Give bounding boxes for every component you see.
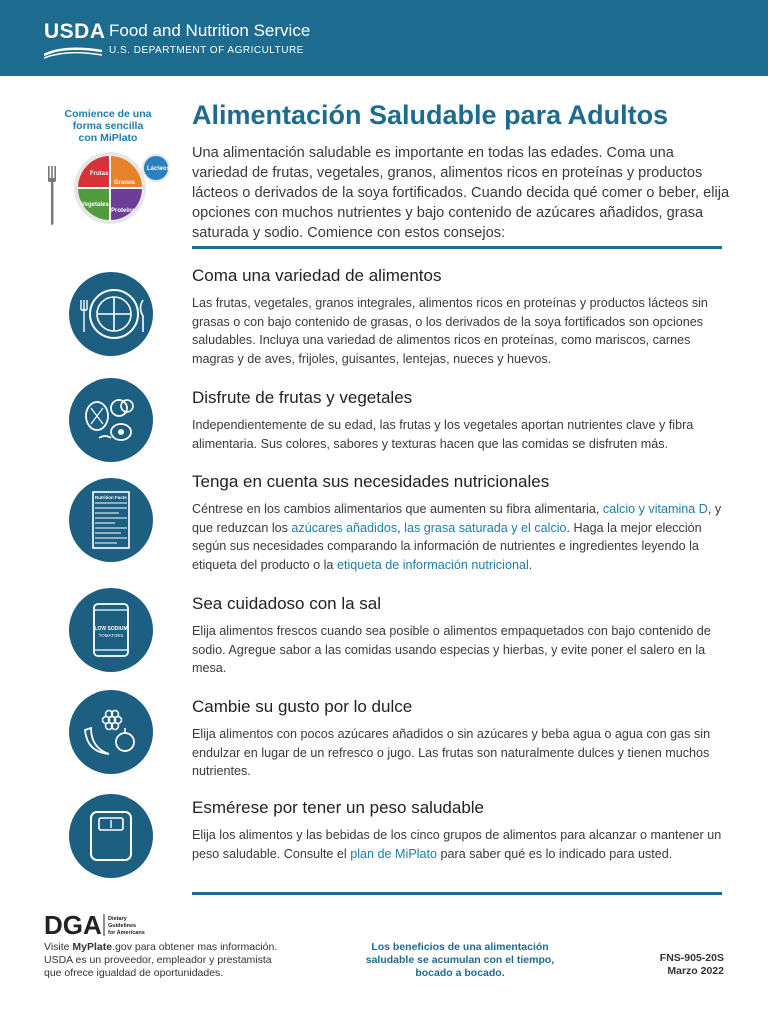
document-code: FNS-905-20S: [659, 952, 724, 964]
myplate-proteina: Proteína: [111, 208, 136, 214]
section-heading: Tenga en cuenta sus necesidades nutricionales: [192, 472, 550, 491]
link-grasa-saturada[interactable]: las grasa saturada y el calcio: [404, 520, 567, 535]
dga-line2: Guidelines: [108, 923, 137, 929]
plate-utensils-icon: [69, 272, 153, 356]
tagline-line3: bocado a bocado.: [415, 967, 505, 979]
divider-bottom: [192, 892, 722, 895]
can-label-1: LOW SODIUM: [94, 626, 128, 632]
myplate-caption-line1: Comience de una: [64, 108, 152, 120]
dga-logo: [44, 910, 164, 938]
myplate-granos: Granos: [114, 180, 136, 186]
section-body: Las frutas, vegetales, granos integrales, alimentos ricos en proteínas y productos lácteos sin grasas o con bajo contenido de grasas, o los derivados de la soya fortificados son opciones saludables. Incluya una variedad de alimentos ricos en proteínas, como mariscos, carnes magras y de aves, frijoles, guisantes, lentejas, nueces y huevos.: [192, 296, 708, 366]
divider-top: [192, 246, 722, 249]
section-dulce: [192, 697, 732, 781]
myplate-caption-line2: forma sencilla: [72, 120, 144, 132]
section-frutas-vegetales: [192, 388, 732, 453]
dga-line1: Dietary: [108, 916, 127, 922]
dga-logo-text: DGA: [44, 910, 102, 938]
section-heading: Cambie su gusto por lo dulce: [192, 697, 413, 716]
section-body: Elija alimentos con pocos azúcares añadidos o sin azúcares y beba agua o agua con gas sin endulzar en lugar de un refresco o jugo. Las frutas son naturalmente dulces y tienen muchos nutrientes.: [192, 727, 711, 778]
section-sal: [192, 594, 732, 678]
tagline-line2: saludable se acumulan con el tiempo,: [365, 954, 555, 966]
low-sodium-can-icon: [69, 588, 153, 672]
link-calcio-vitamina-d[interactable]: calcio y vitamina D: [602, 502, 708, 516]
myplate-caption: [52, 108, 164, 144]
section-body: Elija alimentos frescos cuando sea posible o alimentos empaquetados con bajo contenido de sodio. Agregue sabor a las comidas usando especias y hierbas, y evite poner el salero en la mesa.: [192, 624, 711, 675]
footer-tagline: [330, 941, 590, 980]
can-label-2: TOMATOES: [98, 633, 124, 638]
dga-line3: for Americans: [108, 930, 145, 936]
sweet-fruits-icon: [69, 690, 153, 774]
myplate-frutas: Frutas: [90, 171, 109, 177]
link-plan-miplato[interactable]: plan de MiPlato: [350, 846, 438, 861]
section-body: Independientemente de su edad, las frutas y los vegetales aportan nutrientes clave y fibra alimentaria. Sus colores, sabores y texturas hacen que las comidas se disfruten más.: [192, 418, 694, 451]
footer-line3: que ofrece igualdad de oportunidades.: [44, 967, 224, 979]
footer-visit: Visite MyPlate.gov para obtener mas información.: [44, 941, 278, 953]
tagline-line1: Los beneficios de una alimentación: [371, 941, 549, 953]
section-variedad: [192, 266, 732, 368]
myplate-icon: [44, 148, 178, 234]
agency-name: Food and Nutrition Service: [109, 21, 311, 40]
page-title: Alimentación Saludable para Adultos: [192, 100, 669, 130]
section-body: Céntrese en los cambios alimentarios que aumenten su fibra alimentaria, calcio y vitamina D, y que reduzcan los azúcares añadidos, las grasa saturada y el calcio. Haga la mejor elección según sus necesidades comparando la información de nutrientes e ingredientes leyendo la etiqueta del producto o la etiqueta de información nutricional.: [192, 502, 722, 572]
document-date: Marzo 2022: [667, 965, 724, 977]
nutrition-facts-label: Nutrition Facts: [95, 495, 127, 500]
section-body: Elija los alimentos y las bebidas de los cinco grupos de alimentos para alcanzar o mantener un peso saludable. Consulte el plan de MiPlato para saber qué es lo indicado para usted.: [192, 828, 722, 861]
section-heading: Sea cuidadoso con la sal: [192, 594, 382, 613]
footer-code: [612, 952, 724, 978]
header-banner: [0, 0, 768, 76]
section-peso: [192, 798, 732, 863]
section-heading: Coma una variedad de alimentos: [192, 266, 442, 285]
myplate-lacteos: Lácteos: [147, 166, 170, 172]
footer-info: [44, 941, 304, 980]
link-etiqueta-nutricional[interactable]: etiqueta de información nutricional: [336, 557, 529, 572]
section-heading: Disfrute de frutas y vegetales: [192, 388, 413, 407]
usda-swoosh-icon: [44, 45, 102, 59]
scale-icon: [69, 794, 153, 878]
fruits-vegetables-icon: [69, 378, 153, 462]
link-azucares-anadidos[interactable]: azúcares añadidos: [291, 520, 398, 535]
myplate-vegetales: Vegetales: [81, 202, 109, 208]
myplate-caption-line3: con MiPlato: [78, 132, 138, 144]
nutrition-label-icon: [69, 478, 153, 562]
footer-line2: USDA es un proveedor, empleador y prestamista: [44, 954, 272, 966]
intro-paragraph: Una alimentación saludable es importante en todas las edades. Coma una variedad de frutas, vegetales, granos, alimentos ricos en proteínas y productos lácteos o derivados de la soya fortificados. Cuando decida qué comer o beber, elija opciones con muchos nutrientes y bajo contenido de azúcares añadidos, grasa saturada y sodio. Comience con estos consejos:: [192, 145, 730, 241]
usda-logo: USDA: [44, 20, 106, 43]
department-name: U.S. DEPARTMENT OF AGRICULTURE: [109, 45, 304, 56]
myplate-link[interactable]: MyPlate: [72, 941, 113, 953]
section-necesidades: [192, 472, 732, 574]
section-heading: Esmérese por tener un peso saludable: [192, 798, 485, 817]
